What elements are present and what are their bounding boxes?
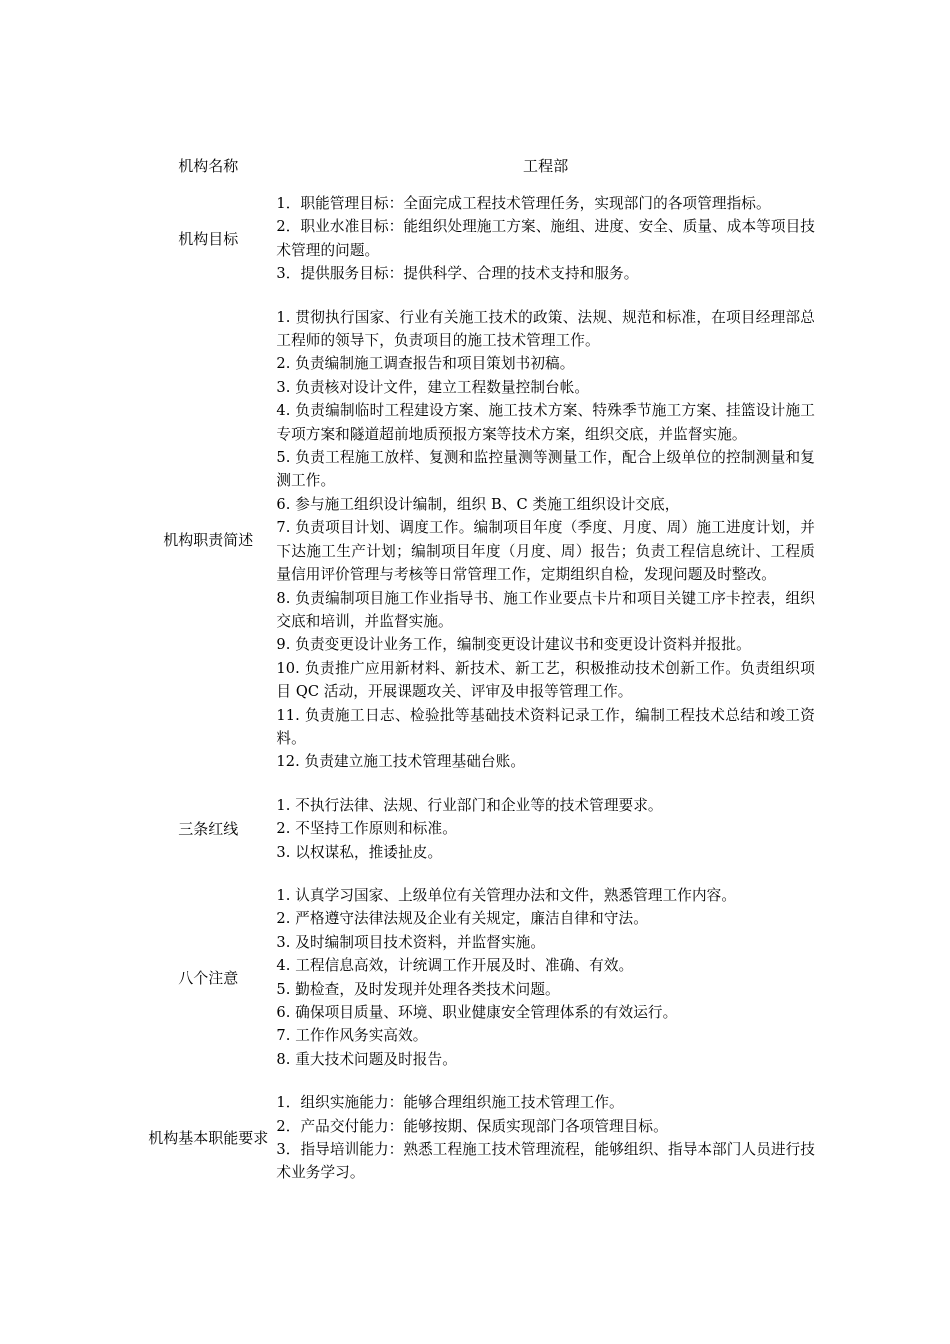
document-page bbox=[140, 150, 815, 1195]
list-item: 3．提供服务目标：提供科学、合理的技术支持和服务。 bbox=[276, 265, 639, 283]
list-item: 8. 负责编制项目施工作业指导书、施工作业要点卡片和项目关键工序卡控表，组织交底和培训，并监督实施。 bbox=[276, 589, 815, 630]
section-row-duties bbox=[140, 296, 815, 784]
list-item: 3. 负责核对设计文件，建立工程数量控制台帐。 bbox=[276, 378, 590, 396]
list-item: 1．职能管理目标：全面完成工程技术管理任务，实现部门的各项管理指标。 bbox=[276, 195, 771, 212]
list-item: 5. 勤检查，及时发现并处理各类技术问题。 bbox=[276, 980, 560, 998]
section-label: 机构目标 bbox=[178, 229, 239, 248]
list-item: 7. 工作作风务实高效。 bbox=[276, 1027, 428, 1045]
section-label: 三条红线 bbox=[178, 819, 239, 838]
list-item: 6. 确保项目质量、环境、职业健康安全管理体系的有效运行。 bbox=[276, 1004, 678, 1021]
list-item: 2．职业水准目标：能组织处理施工方案、施组、进度、安全、质量、成本等项目技术管理的问题。 bbox=[276, 218, 815, 259]
list-item: 3. 及时编制项目技术资料，并监督实施。 bbox=[276, 933, 546, 951]
header-label: 机构名称 bbox=[178, 157, 239, 175]
list-item: 3．指导培训能力：熟悉工程施工技术管理流程，能够组织、指导本部门人员进行技术业务学习。 bbox=[276, 1141, 815, 1182]
list-item: 2. 不坚持工作原则和标准。 bbox=[276, 820, 457, 838]
list-item: 6. 参与施工组织设计编制，组织 B、C 类施工组织设计交底， bbox=[276, 495, 680, 513]
section-label: 机构职责简述 bbox=[163, 530, 254, 549]
list-item: 1. 贯彻执行国家、行业有关施工技术的政策、法规、规范和标准，在项目经理部总工程师的领导下，负责项目的施工技术管理工作。 bbox=[276, 308, 815, 350]
list-item: 1. 不执行法律、法规、行业部门和企业等的技术管理要求。 bbox=[276, 796, 663, 814]
section-items bbox=[276, 182, 815, 296]
section-row-objectives bbox=[140, 182, 815, 296]
list-item: 12. 负责建立施工技术管理基础台账。 bbox=[276, 753, 526, 771]
section-label: 机构基本职能要求 bbox=[148, 1129, 269, 1148]
list-item: 9. 负责变更设计业务工作，编制变更设计建议书和变更设计资料并报批。 bbox=[276, 636, 751, 654]
section-label: 八个注意 bbox=[178, 968, 239, 987]
department-info-table bbox=[140, 150, 815, 1195]
section-items bbox=[276, 784, 815, 874]
list-item: 3. 以权谋私，推诿扯皮。 bbox=[276, 843, 443, 861]
list-item: 2．产品交付能力：能够按期、保质实现部门各项管理目标。 bbox=[276, 1117, 668, 1135]
section-row-cautions bbox=[140, 874, 815, 1081]
section-items bbox=[276, 1081, 815, 1195]
list-item: 8. 重大技术问题及时报告。 bbox=[276, 1050, 457, 1068]
list-item: 5. 负责工程施工放样、复测和监控量测等测量工作，配合上级单位的控制测量和复测工作。 bbox=[276, 449, 815, 490]
list-item: 1．组织实施能力：能够合理组织施工技术管理工作。 bbox=[276, 1094, 624, 1112]
list-item: 2. 负责编制施工调查报告和项目策划书初稿。 bbox=[276, 355, 575, 373]
header-row bbox=[140, 150, 815, 182]
section-items bbox=[276, 874, 815, 1081]
section-row-requirements bbox=[140, 1081, 815, 1195]
header-value: 工程部 bbox=[523, 157, 569, 175]
section-items bbox=[276, 296, 815, 784]
section-row-red-lines bbox=[140, 784, 815, 874]
list-item: 1. 认真学习国家、上级单位有关管理办法和文件，熟悉管理工作内容。 bbox=[276, 886, 737, 904]
list-item: 2. 严格遵守法律法规及企业有关规定，廉洁自律和守法。 bbox=[276, 910, 648, 928]
list-item: 10. 负责推广应用新材料、新技术、新工艺，积极推动技术创新工作。负责组织项目 QC 活动，开展课题攻关、评审及申报等管理工作。 bbox=[276, 659, 815, 701]
list-item: 11. 负责施工日志、检验批等基础技术资料记录工作，编制工程技术总结和竣工资料。 bbox=[276, 706, 815, 747]
list-item: 7. 负责项目计划、调度工作。编制项目年度（季度、月度、周）施工进度计划，并下达施工生产计划；编制项目年度（月度、周）报告；负责工程信息统计、工程质量信用评价管理与考核等日常管理工作，定期组织自检，发现问题及时整改。 bbox=[276, 519, 815, 584]
list-item: 4. 工程信息高效，计统调工作开展及时、准确、有效。 bbox=[276, 957, 634, 975]
list-item: 4. 负责编制临时工程建设方案、施工技术方案、特殊季节施工方案、挂篮设计施工专项方案和隧道超前地质预报方案等技术方案，组织交底，并监督实施。 bbox=[276, 402, 815, 443]
